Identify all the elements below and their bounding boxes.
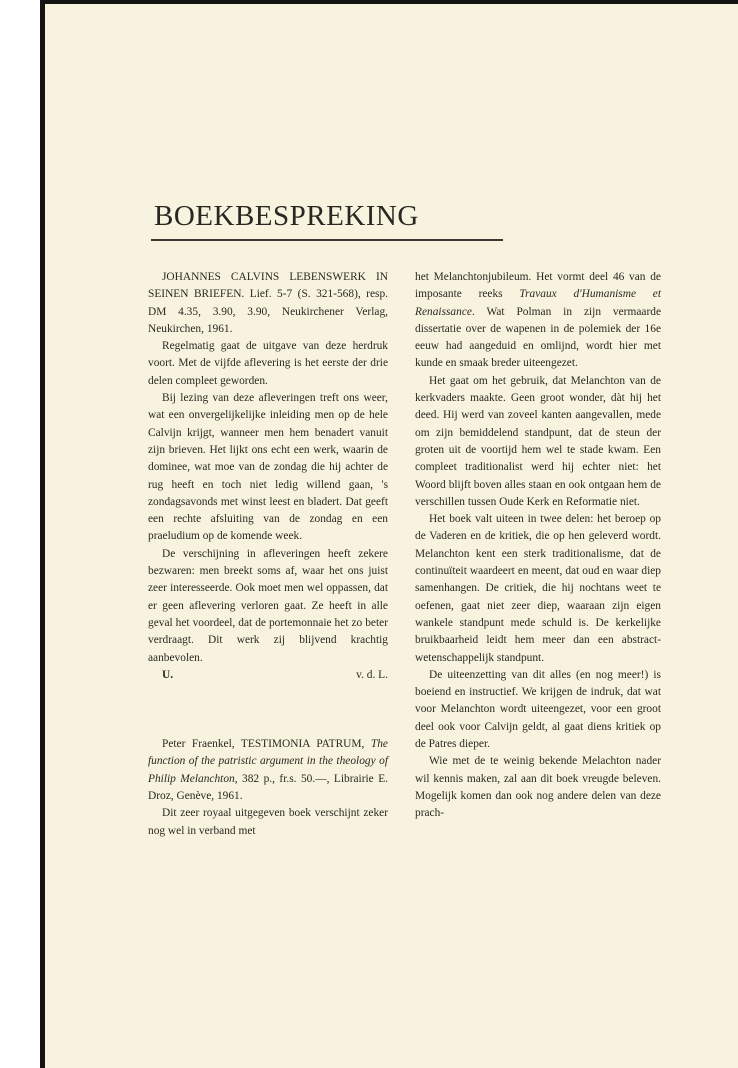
- review2-paragraph: [415, 269, 661, 373]
- review2-subtitle: The function of the patristic argument in the theology of Philip Melanchton: [148, 738, 388, 785]
- review2-paragraph: Dit zeer royaal uitgegeven boek verschijnt zeker nog wel in verband met: [148, 807, 388, 837]
- review2-paragraph: Wie met de te weinig bekende Melachton nader wil kennis maken, zal aan dit boek vreugde beleven. Mogelijk komen dan ook nog andere delen van deze prach-: [415, 755, 661, 820]
- journal-page: [40, 0, 738, 1068]
- review2-paragraph: De uiteenzetting van dit alles (en nog meer!) is boeiend en instructief. We krijgen de indruk, dat wat voor Melanchton wordt uiteengezet, voor een groot deel ook voor Calvijn geldt, al gaat diens kritiek op de Patres dieper.: [415, 668, 661, 751]
- review1-paragraph: De verschijning in afleveringen heeft zekere bezwaren: men breekt soms af, waar het ons juist zeer interesseerde. Ook moet men wel oppassen, dat er geen aflevering verloren gaat. Ze heeft in alle geval het voordeel, dat de portemonnaie het zo beter verdraagt. Dit werk zij blijvend krachtig aanbevolen.: [148, 547, 388, 664]
- review2-publication-details: , 382 p., fr.s. 50.—, Librairie E. Droz, Genève, 1961.: [148, 772, 388, 803]
- text-run: . Wat Polman in zijn vermaarde dissertatie over de wapenen in de polemiek der 16e eeuw had aangeduid en omlijnd, wordt hier met kunde en smaak breder uiteengezet.: [415, 305, 661, 370]
- review2-bibliographic-entry: [148, 736, 388, 805]
- page-title: BOEKBESPREKING: [154, 200, 419, 232]
- review2-author-title: Peter Fraenkel, TESTIMONIA PATRUM,: [162, 738, 371, 751]
- spacer: [148, 684, 388, 736]
- review1-paragraph: Regelmatig gaat de uitgave van deze herdruk voort. Met de vijfde aflevering is het eerste der drie delen compleet geworden.: [148, 340, 388, 387]
- review2-paragraph: Het gaat om het gebruik, dat Melanchton van de kerkvaders maakte. Geen groot wonder, dàt hij het deed. Hij werd van zoveel kanten aangevallen, mede om zijn bemiddelend standpunt, dat de steun der groten uit de voortijd hem wel te stade kwam. Een compleet traditionalist werd hij echter niet: het Woord blijft boven alles staan en ook ontgaan hem de verschillen tussen Oude Kerk en Reformatie niet.: [415, 374, 661, 508]
- title-underline: [151, 239, 503, 241]
- left-column: [148, 269, 388, 840]
- reviewer-initial: U.: [162, 668, 174, 681]
- reviewer-initials: v. d. L.: [356, 668, 388, 681]
- series-title: Travaux d'Humanisme et Renaissance: [415, 288, 661, 318]
- review1-signature: [148, 667, 388, 684]
- review2-paragraph: Het boek valt uiteen in twee delen: het beroep op de Vaderen en de kritiek, die op hen geleverd wordt. Melanchton kent een sterk traditionalisme, dat de continuïteit waardeert en meent, dat oud en waar diep samenhangen. De critiek, die hij nochtans weet te oefenen, gaat niet zeer diep, waaraan zijn eigen wankele standpunt mede schuld is. De kerkelijke bruikbaarheid leidt hem meer dan een abstract-wetenschappelijk standpunt.: [415, 513, 661, 664]
- right-column: [415, 269, 661, 823]
- text-run: het Melanchtonjubileum. Het vormt deel 46 van de imposante reeks: [415, 271, 661, 301]
- review1-paragraph: Bij lezing van deze afleveringen treft ons weer, wat een onvergelijkelijke inleiding men op de hele Calvijn krijgt, wanneer men hem benadert vanuit zijn brieven. Het lijkt ons echt een werk, waarin de dominee, wat moe van de zondag die hij achter de rug heeft en toch niet ledig willend gaan, 's zondagsavonds met winst leest en bladert. Dat geeft een rechte afsluiting van de zondag en een praeludium op de komende week.: [148, 392, 388, 543]
- review1-bibliographic-entry: JOHANNES CALVINS LEBENSWERK IN SEINEN BRIEFEN. Lief. 5-7 (S. 321-568), resp. DM 4.35, 3.90, 3.90, Neukirchener Verlag, Neukirchen, 1961.: [148, 271, 388, 335]
